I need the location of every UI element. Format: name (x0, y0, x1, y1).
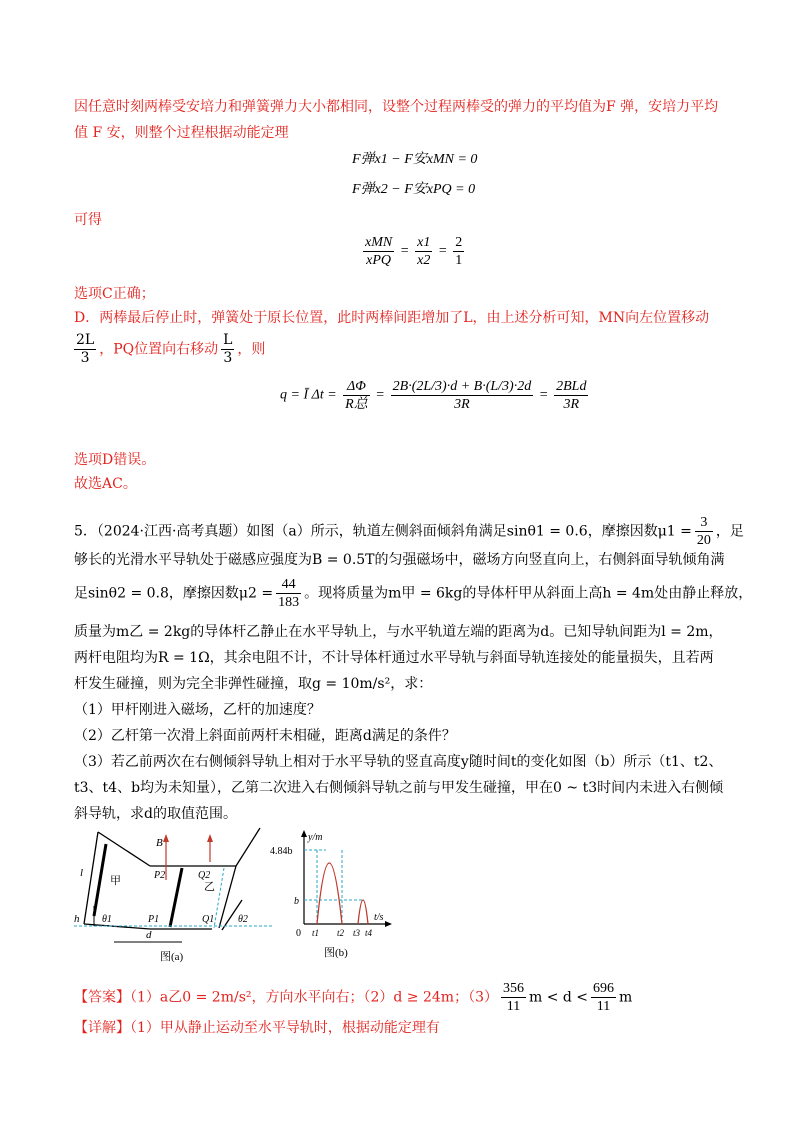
b-arrowhead-1 (163, 834, 169, 842)
option-d-line2 (74, 332, 265, 367)
right-dash (214, 868, 224, 928)
mu1-num: 3 (695, 514, 713, 532)
y-axis-arrow (301, 830, 307, 837)
charge-f1-den: R总 (345, 397, 368, 412)
mu1-den: 20 (696, 533, 711, 548)
charge-f2-num: 2B·(2L/3)·d + B·(L/3)·2d (392, 379, 532, 394)
charge-f3-den: 3R (563, 397, 580, 412)
caption-b: 图(b) (324, 947, 348, 959)
question-3-line3: 斜导轨，求d的取值范围。 (74, 806, 237, 822)
question-3-line1: （3）若乙前两次在右侧倾斜导轨上相对于水平导轨的竖直高度y随时间t的变化如图（b）所示（t1、t2、 (74, 754, 723, 770)
ratio-a-den: xPQ (366, 253, 392, 268)
d-mid-text: ，PQ位置向右移动 (99, 341, 219, 358)
bar-jia (94, 844, 106, 916)
charge-lhs: q = Ī Δt = (280, 387, 337, 403)
fig-b-xtick-t3: t3 (353, 928, 361, 938)
answer-unit: m (619, 989, 633, 1006)
problem5-line2: 够长的光滑水平导轨处于磁感应强度为B = 0.5T的匀强磁场中，磁场方向竖直向上，右侧斜面导轨倾角满 (74, 552, 725, 568)
charge-equation: q = Ī Δt = $\frac{\Delta\Phi}{\text{R总}}$ = $\frac{2B\cdot(2L/3)\cdot d + B\cdot(L/3)\cdot 2d}{3R}$ = $\frac{\text{2BLd}}{3R}$ (280, 379, 587, 412)
paragraph-line: 值 F 安，则整个过程根据动能定理 (74, 125, 289, 141)
paragraph-line: 因任意时刻两棒受安培力和弹簧弹力大小都相同，设整个过程两棒受的弹力的平均值为F 弹，安培力平均 (74, 99, 719, 115)
curve-first (317, 863, 342, 924)
answer-lo-num: 356 (502, 981, 524, 996)
kede-text: 可得 (74, 212, 102, 228)
option-d-wrong: 选项D错误。 (74, 452, 156, 468)
label-theta2: θ2 (238, 914, 248, 925)
question-2: （2）乙杆第一次滑上斜面前两杆未相碰，距离d满足的条件？ (74, 728, 456, 744)
ratio-c-den: 1 (455, 253, 463, 268)
question-1: （1）甲杆刚进入磁场，乙杆的加速度？ (74, 702, 321, 718)
label-q1: Q1 (202, 914, 215, 925)
ratio-c-num: 2 (455, 235, 463, 250)
bar-yi (170, 868, 182, 927)
d-frac2-num: L (223, 332, 233, 348)
answer-hi-num: 696 (593, 981, 615, 996)
answer-lo-den: 11 (506, 999, 521, 1014)
ratio-b-den: x2 (417, 253, 431, 268)
ratio-a-num: xMN (365, 235, 393, 250)
detail-tag: 【详解】 (74, 1020, 130, 1036)
label-d: d (146, 929, 152, 941)
detail-text: （1）甲从静止运动至水平导轨时，根据动能定理有 (130, 1020, 440, 1036)
charge-f3-num: 2BLd (556, 379, 587, 394)
problem5-line1-text: 5．（2024·江西·高考真题）如图（a）所示，轨道左侧斜面倾斜角满足sinθ1 = 0.6，摩擦因数μ1 = (74, 523, 692, 540)
label-p2: P2 (154, 870, 166, 881)
d-tail-text: ，则 (237, 341, 266, 358)
problem5-line3b: 。现将质量为m甲 = 6kg的导体杆甲从斜面上高h = 4m处由静止释放， (304, 585, 753, 602)
label-q2: Q2 (198, 870, 211, 881)
equation-work-mn: F弹x1 − F安xMN = 0 (352, 152, 478, 167)
problem5-line1-tail: ，足 (715, 523, 744, 540)
fig-b-xtick-t4: t4 (365, 928, 373, 938)
answer-line (74, 980, 632, 1015)
problem5-line5: 两杆电阻均为R = 1Ω，其余电阻不计，不计导体杆通过水平导轨与斜面导轨连接处的能量损失，且若两 (74, 650, 714, 666)
fig-b-ytick-top: 4.84b (270, 846, 293, 857)
caption-a: 图(a) (160, 951, 184, 963)
problem5-line3a: 足sinθ2 = 0.8，摩擦因数μ2 = (74, 585, 274, 602)
answer-part1: （1）a乙0 = 2m/s²，方向水平向右；（2）d ≥ 24m；（3） (130, 989, 498, 1006)
right-rail-edge (219, 866, 236, 928)
fig-b-ytick-low: b (294, 896, 299, 907)
fig-b-ylabel: y/m (308, 832, 323, 843)
label-p1: P1 (148, 914, 160, 925)
label-b: B (156, 837, 163, 849)
equation-work-pq: F弹x2 − F安xPQ = 0 (352, 182, 476, 197)
d-frac-num: 2L (76, 332, 95, 348)
fig-b-xtick-t1: t1 (312, 928, 320, 938)
question-3-line2: t3、t4、b均为未知量），乙第二次进入右侧倾斜导轨之前与甲发生碰撞，甲在0 ~ t3时间内未进入右侧倾 (74, 780, 724, 796)
answer-hi-den: 11 (596, 999, 611, 1014)
d-frac-den: 3 (80, 350, 90, 366)
charge-f2-den: 3R (454, 397, 470, 412)
label-yi: 乙 (204, 881, 215, 893)
figure-a (74, 826, 274, 966)
detail-line (74, 1018, 440, 1038)
b-arrowhead-2 (207, 834, 213, 842)
fig-b-origin: 0 (296, 928, 301, 939)
label-theta1: θ1 (102, 914, 112, 925)
mu2-den: 183 (278, 595, 300, 610)
problem5-line3 (74, 576, 752, 611)
problem5-line4: 质量为m乙 = 2kg的导体杆乙静止在水平导轨上，与水平轨道左端的距离为d。已知导轨间距为l = 2m， (74, 624, 723, 640)
ratio-b-num: x1 (417, 235, 431, 250)
figure-b (268, 826, 398, 966)
x-axis-arrow (385, 921, 392, 927)
label-jia: 甲 (110, 875, 121, 887)
d-frac2-den: 3 (223, 350, 233, 366)
curve-second (358, 900, 368, 924)
right-incline-top (236, 828, 260, 866)
option-d-line1: D．两棒最后停止时，弹簧处于原长位置，此时两棒间距增加了L，由上述分析可知，MN向左位置移动 (74, 310, 710, 326)
fig-b-xlabel: t/s (374, 912, 384, 923)
answer-choice: 故选AC。 (74, 476, 137, 492)
problem5-line6: 杆发生碰撞，则为完全非弹性碰撞，取g = 10m/s²，求： (74, 676, 433, 692)
answer-mid: m < d < (528, 989, 589, 1006)
label-h: h (74, 913, 80, 925)
problem5-line1 (74, 514, 744, 549)
label-l: l (80, 867, 84, 879)
charge-f1-num: ΔΦ (343, 378, 370, 396)
option-c-correct: 选项C正确； (74, 286, 155, 302)
ratio-equation: $\frac{\text{xMN}}{\text{xPQ}}$ = $\frac{x1}{x2}$ = $\frac{2}{1}$ (365, 235, 463, 268)
fig-b-xtick-t2: t2 (337, 928, 345, 938)
mu2-num: 44 (276, 576, 301, 594)
answer-tag: 【答案】 (74, 989, 130, 1006)
